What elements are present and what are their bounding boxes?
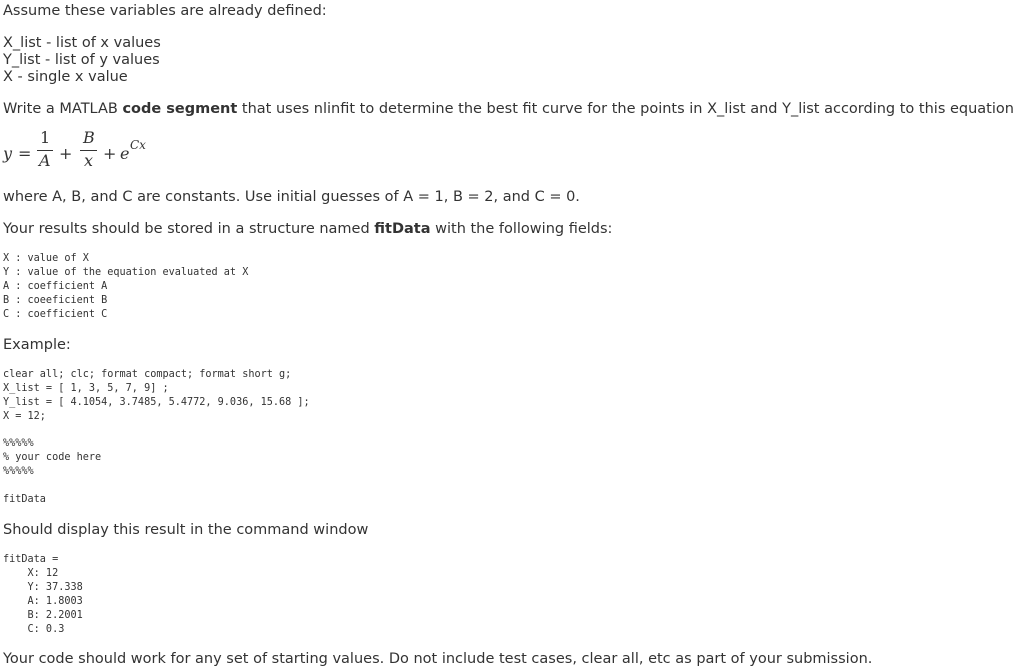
output-line: X: 12	[3, 568, 59, 579]
field-line: Y : value of the equation evaluated at X	[3, 267, 249, 278]
constants-text: where A, B, and C are constants. Use initial guesses of A = 1, B = 2, and C = 0.	[3, 189, 580, 205]
eq-frac2-num: B	[83, 128, 95, 147]
task-text	[3, 100, 1014, 118]
example-code-line: X = 12;	[3, 411, 46, 422]
var-item: X_list - list of x values	[3, 35, 161, 51]
results-pre: Your results should be stored in a structure named	[3, 221, 375, 237]
results-bold: fitData	[374, 221, 431, 237]
eq-base: e	[120, 144, 130, 163]
field-line: X : value of X	[3, 253, 89, 264]
results-post: with the following fields:	[430, 221, 613, 237]
field-line: A : coefficient A	[3, 281, 108, 292]
task-post: that uses nlinfit to determine the best fit curve for the points in X_list and Y_list according to this equation	[237, 101, 1014, 117]
placeholder-code-line: % your code here	[3, 452, 102, 463]
equation	[3, 128, 203, 174]
results-text	[3, 220, 612, 238]
eq-exponent: Cx	[130, 138, 146, 152]
output-line: B: 2.2001	[3, 610, 83, 621]
eq-plus1: +	[59, 144, 73, 163]
footer-text: Your code should work for any set of starting values. Do not include test cases, clear all, etc as part of your submission.	[3, 651, 873, 667]
display-label: Should display this result in the command window	[3, 522, 369, 538]
placeholder-code-line: %%%%%	[3, 466, 34, 477]
var-item: X - single x value	[3, 69, 128, 85]
example-label: Example:	[3, 337, 71, 353]
eq-lhs: y	[3, 144, 13, 163]
output-line: C: 0.3	[3, 624, 65, 635]
intro-text: Assume these variables are already defined:	[3, 3, 327, 19]
example-code-line: X_list = [ 1, 3, 5, 7, 9] ;	[3, 383, 169, 394]
task-bold: code segment	[122, 101, 238, 117]
placeholder-code-line: %%%%%	[3, 438, 34, 449]
fitdata-command: fitData	[3, 494, 46, 505]
eq-equals: =	[18, 144, 32, 163]
eq-frac1-num: 1	[40, 128, 51, 147]
example-code-line: clear all; clc; format compact; format short g;	[3, 369, 292, 380]
eq-frac1-den: A	[39, 151, 51, 170]
eq-plus2: +	[103, 144, 117, 163]
eq-frac2-den: x	[84, 151, 94, 170]
field-line: B : coeeficient B	[3, 295, 108, 306]
output-line: Y: 37.338	[3, 582, 83, 593]
task-pre: Write a MATLAB	[3, 101, 123, 117]
output-line: A: 1.8003	[3, 596, 83, 607]
output-line: fitData =	[3, 554, 59, 565]
example-code-line: Y_list = [ 4.1054, 3.7485, 5.4772, 9.036, 15.68 ];	[3, 397, 310, 408]
field-line: C : coefficient C	[3, 309, 108, 320]
var-item: Y_list - list of y values	[3, 52, 160, 68]
